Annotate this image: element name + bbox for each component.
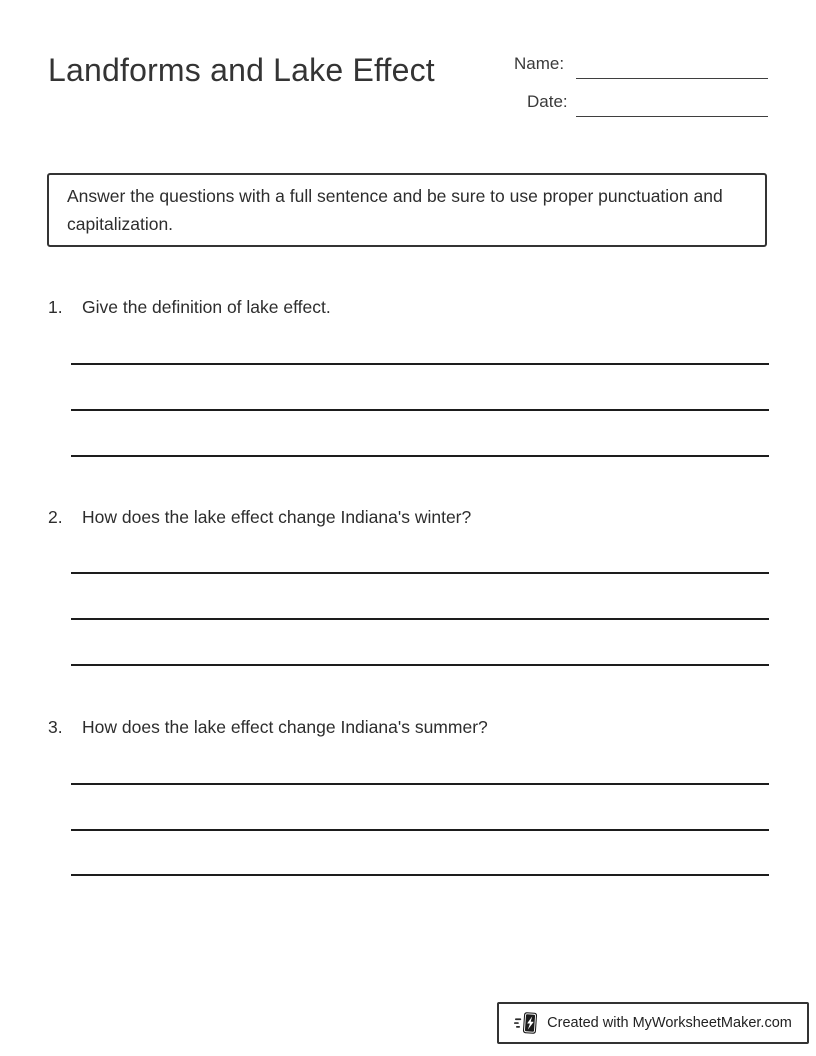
question-3-text: How does the lake effect change Indiana's summer?	[82, 717, 488, 737]
question-1-number: 1.	[48, 297, 63, 317]
answer-line[interactable]	[71, 783, 769, 785]
question-2-number: 2.	[48, 507, 63, 527]
question-2	[48, 505, 772, 529]
answer-line[interactable]	[71, 455, 769, 457]
answer-line[interactable]	[71, 572, 769, 574]
answer-line[interactable]	[71, 829, 769, 831]
question-1-text: Give the definition of lake effect.	[82, 297, 331, 317]
question-3	[48, 715, 772, 739]
date-label: Date:	[527, 92, 568, 111]
worksheet-maker-logo-icon	[514, 1010, 540, 1036]
name-label: Name:	[514, 54, 565, 73]
instructions-box	[47, 173, 767, 247]
answer-line[interactable]	[71, 363, 769, 365]
date-field[interactable]	[576, 95, 768, 117]
question-3-number: 3.	[48, 717, 63, 737]
page-title: Landforms and Lake Effect	[48, 52, 435, 88]
answer-line[interactable]	[71, 664, 769, 666]
instructions-text: Answer the questions with a full sentence and be sure to use proper punctuation and capitalization.	[67, 186, 723, 234]
answer-line[interactable]	[71, 618, 769, 620]
question-2-text: How does the lake effect change Indiana's winter?	[82, 507, 472, 527]
name-field[interactable]	[576, 57, 768, 79]
footer-credit-text: Created with MyWorksheetMaker.com	[547, 1015, 792, 1031]
answer-line[interactable]	[71, 874, 769, 876]
question-1	[48, 295, 772, 319]
answer-line[interactable]	[71, 409, 769, 411]
footer-credit-box	[497, 1002, 809, 1044]
